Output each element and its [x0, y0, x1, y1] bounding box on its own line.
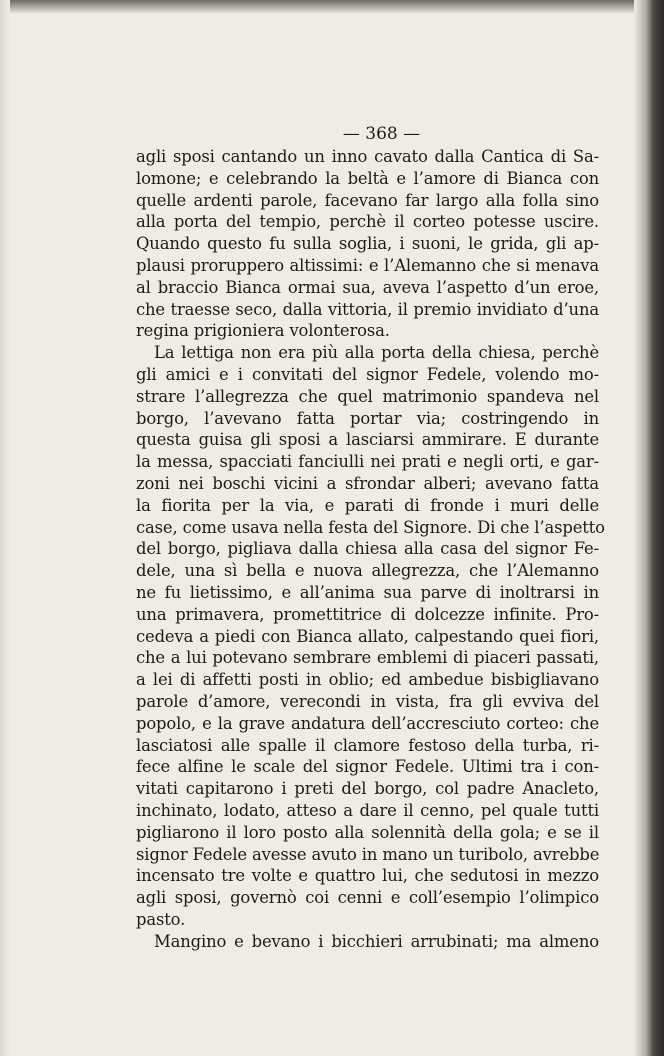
text-line: popolo, e la grave andatura dell’accresciuto corteo: che	[136, 713, 599, 733]
text-line: agli sposi cantando un inno cavato dalla Cantica di Sa-	[136, 147, 599, 166]
text-line: incensato tre volte e quattro lui, che sedutosi in mezzo	[136, 866, 599, 886]
book-spine-shadow	[634, 0, 664, 1056]
page-top-shadow	[0, 0, 640, 14]
text-line: pasto.	[136, 909, 186, 929]
text-line: dele, una sì bella e nuova allegrezza, che l’Alemanno	[136, 561, 599, 581]
text-line: lasciatosi alle spalle il clamore festoso della turba, ri-	[136, 735, 599, 755]
text-line: quelle ardenti parole, facevano far largo alla folla sino	[136, 190, 599, 210]
text-line: del borgo, pigliava dalla chiesa alla casa del signor Fe-	[136, 539, 599, 559]
text-line: strare l’allegrezza che quel matrimonio spandeva nel	[136, 386, 599, 406]
text-line: borgo, l’avevano fatta portar via; costringendo in	[136, 408, 599, 428]
text-line: zoni nei boschi vicini a sfrondar alberi; avevano fatta	[136, 473, 599, 493]
text-line: pigliarono il loro posto alla solennità della gola; e se il	[136, 822, 599, 842]
text-line: cedeva a piedi con Bianca allato, calpestando quei fiori,	[136, 626, 599, 646]
text-line: che a lui potevano sembrare emblemi di piaceri passati,	[136, 648, 599, 668]
text-lines	[136, 146, 605, 952]
text-line: case, come usava nella festa del Signore. Di che l’aspetto	[136, 517, 605, 537]
page-left-shade	[0, 0, 10, 1056]
page-number: — 368 —	[342, 124, 421, 144]
text-line: questa guisa gli sposi a lasciarsi ammirare. E durante	[136, 430, 599, 450]
text-line: signor Fedele avesse avuto in mano un turibolo, avrebbe	[136, 844, 600, 864]
text-line: inchinato, lodato, atteso a dare il cenno, pel quale tutti	[136, 800, 599, 820]
text-line: parole d’amore, verecondi in vista, fra gli evviva del	[136, 691, 599, 711]
text-line: la messa, spacciati fanciulli nei prati e negli orti, e gar-	[136, 452, 599, 472]
text-line: la fiorita per la via, e parati di fronde i muri delle	[136, 495, 599, 515]
text-line: fece alfine le scale del signor Fedele. Ultimi tra i con-	[136, 757, 599, 777]
text-line: che traesse seco, dalla vittoria, il premio invidiato d’una	[136, 299, 599, 319]
text-line: plausi proruppero altissimi: e l’Alemanno che si menava	[136, 255, 599, 275]
text-line: una primavera, promettitrice di dolcezze infinite. Pro-	[136, 604, 599, 624]
text-line: agli sposi, governò coi cenni e coll’esempio l’olimpico	[136, 888, 599, 908]
text-line: La lettiga non era più alla porta della chiesa, perchè	[154, 343, 599, 363]
text-line: lomone; e celebrando la beltà e l’amore di Bianca con	[136, 168, 599, 188]
text-line: alla porta del tempio, perchè il corteo potesse uscire.	[136, 212, 599, 232]
text-line: al braccio Bianca ormai sua, aveva l’aspetto d’un eroe,	[136, 277, 599, 297]
text-line: gli amici e i convitati del signor Fedele, volendo mo-	[136, 364, 599, 384]
text-line: a lei di affetti posti in oblio; ed ambedue bisbigliavano	[136, 670, 599, 690]
page-text-block	[136, 122, 605, 952]
text-line: vitati capitarono i preti del borgo, col padre Anacleto,	[136, 779, 599, 799]
text-line: Quando questo fu sulla soglia, i suoni, le grida, gli ap-	[136, 234, 599, 254]
text-line: ne fu lietissimo, e all’anima sua parve di inoltrarsi in	[136, 582, 599, 602]
text-line: regina prigioniera volonterosa.	[136, 321, 390, 341]
text-line: Mangino e bevano i bicchieri arrubinati; ma almeno	[154, 931, 599, 951]
